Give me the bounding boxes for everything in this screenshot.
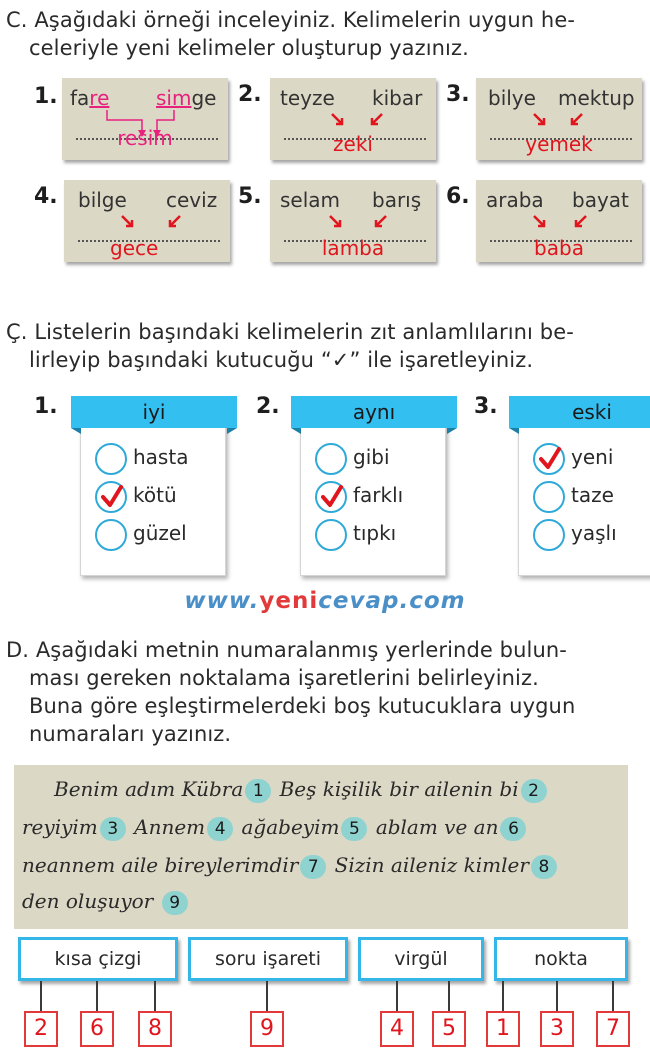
card-word: ceviz: [166, 188, 218, 212]
card-word: mektup: [558, 86, 635, 110]
check-mark-icon: [101, 485, 123, 509]
category-nokta: nokta: [494, 937, 628, 981]
section-cc-line2: lirleyip başındaki kutucuğu “✓” ile işaretleyiniz.: [29, 348, 534, 372]
word-card-1: [62, 78, 228, 160]
section-c-line1: Aşağıdaki örneği inceleyiniz. Kelimelerin uygun he-: [34, 8, 576, 32]
option-label: kötü: [133, 483, 177, 507]
section-c-line2: celeriyle yeni kelimeler oluşturup yazınız.: [29, 36, 469, 60]
card-word: araba: [486, 188, 544, 212]
section-d-letter: D.: [6, 638, 30, 662]
connector-line: [40, 981, 42, 1011]
card-number: 1.: [34, 84, 58, 109]
section-cc-instructions: [6, 318, 574, 374]
number-badge: 2: [521, 779, 547, 803]
option-label: hasta: [133, 445, 189, 469]
passage-line: Benim adım Kübra 1 Beş kişilik bir ailenin bi 2: [54, 777, 549, 803]
category-virgul: virgül: [358, 937, 484, 981]
answer-box[interactable]: 8: [138, 1011, 172, 1047]
check-mark-icon: [539, 447, 561, 471]
answer-box[interactable]: 1: [486, 1011, 520, 1047]
card-number: 2.: [238, 82, 262, 107]
word-card-4: [64, 180, 230, 262]
section-cc-line1: Listelerin başındaki kelimelerin zıt anlamlılarını be-: [34, 320, 574, 344]
list-title-ribbon: eski: [509, 396, 650, 428]
option-label: gibi: [353, 445, 390, 469]
section-d-line4: numaraları yazınız.: [29, 722, 232, 746]
section-c-instructions: [6, 6, 575, 62]
card-word: teyze: [280, 86, 335, 110]
number-badge: 5: [341, 817, 367, 841]
section-d-line1: Aşağıdaki metnin numaralanmış yerlerinde bulun-: [35, 638, 567, 662]
card-word: bayat: [572, 188, 629, 212]
radio-circle[interactable]: [95, 443, 127, 475]
card-answer: yemek: [525, 132, 593, 156]
card-word: selam: [280, 188, 341, 212]
antonym-list-3: [518, 400, 650, 576]
number-badge: 3: [100, 817, 126, 841]
passage-line: den oluşuyor 9: [22, 889, 190, 915]
option-label: taze: [571, 483, 614, 507]
card-word: bilge: [78, 188, 127, 212]
connector-line: [448, 981, 450, 1011]
card-word: simge: [156, 86, 217, 110]
radio-circle[interactable]: [315, 519, 347, 551]
word-card-3: [476, 78, 642, 160]
list-title-ribbon: aynı: [291, 396, 457, 428]
card-answer: lamba: [321, 236, 385, 260]
connector-line: [154, 981, 156, 1011]
answer-box[interactable]: 5: [432, 1011, 466, 1047]
antonym-list-2: [300, 400, 446, 576]
card-word: kibar: [372, 86, 423, 110]
check-mark-icon: [321, 485, 343, 509]
passage-line: reyiyim 3 Annem 4 ağabeyim 5 ablam ve an 6: [22, 815, 528, 841]
card-number: 4.: [34, 184, 58, 209]
card-word: barış: [372, 188, 422, 212]
punctuation-passage: [14, 765, 628, 929]
watermark-part: cevap.com: [318, 588, 466, 614]
answer-box[interactable]: 4: [380, 1011, 414, 1047]
category-soru-isareti: soru işareti: [188, 937, 348, 981]
radio-circle[interactable]: [533, 481, 565, 513]
radio-circle[interactable]: [533, 519, 565, 551]
number-badge: 4: [207, 817, 233, 841]
card-answer: gece: [110, 236, 159, 260]
section-c-letter: C.: [6, 8, 28, 32]
number-badge: 7: [300, 855, 326, 879]
connector-line: [612, 981, 614, 1011]
connector-line: [266, 981, 268, 1011]
watermark-part: yeni: [259, 588, 319, 614]
connector-line: [556, 981, 558, 1011]
option-label: farklı: [353, 483, 404, 507]
word-card-5: [270, 180, 436, 262]
passage-line: neannem aile bireylerimdir 7 Sizin aileniz kimler 8: [22, 853, 559, 879]
number-badge: 1: [245, 779, 271, 803]
option-label: yaşlı: [571, 521, 617, 545]
section-d-line3: Buna göre eşleştirmelerdeki boş kutucuklara uygun: [29, 694, 576, 718]
answer-box[interactable]: 3: [540, 1011, 574, 1047]
section-cc-letter: Ç.: [6, 320, 28, 344]
answer-box[interactable]: 9: [250, 1011, 284, 1047]
watermark-part: www.: [184, 588, 260, 614]
section-d-instructions: [6, 636, 575, 748]
answer-box[interactable]: 6: [80, 1011, 114, 1047]
radio-circle[interactable]: [95, 519, 127, 551]
radio-circle[interactable]: [315, 443, 347, 475]
card-answer: zeki: [333, 132, 373, 156]
number-badge: 9: [162, 891, 188, 915]
answer-box[interactable]: 2: [24, 1011, 58, 1047]
number-badge: 8: [531, 855, 557, 879]
connector-line: [502, 981, 504, 1011]
option-label: tıpkı: [353, 521, 397, 545]
card-answer: resim: [117, 126, 173, 150]
card-number: 3.: [446, 82, 470, 107]
card-word: fare: [70, 86, 110, 110]
list-number: 3.: [474, 394, 498, 419]
number-badge: 6: [500, 817, 526, 841]
card-word: bilye: [488, 86, 536, 110]
list-title-ribbon: iyi: [71, 396, 237, 428]
option-label: güzel: [133, 521, 187, 545]
list-number: 2.: [256, 394, 280, 419]
word-card-6: [476, 180, 642, 262]
word-card-2: [270, 78, 436, 160]
list-number: 1.: [34, 394, 58, 419]
option-label: yeni: [571, 445, 614, 469]
answer-box[interactable]: 7: [596, 1011, 630, 1047]
card-answer: baba: [534, 236, 584, 260]
connector-line: [396, 981, 398, 1011]
watermark-link[interactable]: [0, 588, 650, 614]
card-number: 5.: [238, 184, 262, 209]
antonym-list-1: [80, 400, 226, 576]
section-d-line2: ması gereken noktalama işaretlerini belirleyiniz.: [29, 666, 539, 690]
card-number: 6.: [446, 184, 470, 209]
connector-line: [96, 981, 98, 1011]
category-kisa-cizgi: kısa çizgi: [18, 937, 178, 981]
